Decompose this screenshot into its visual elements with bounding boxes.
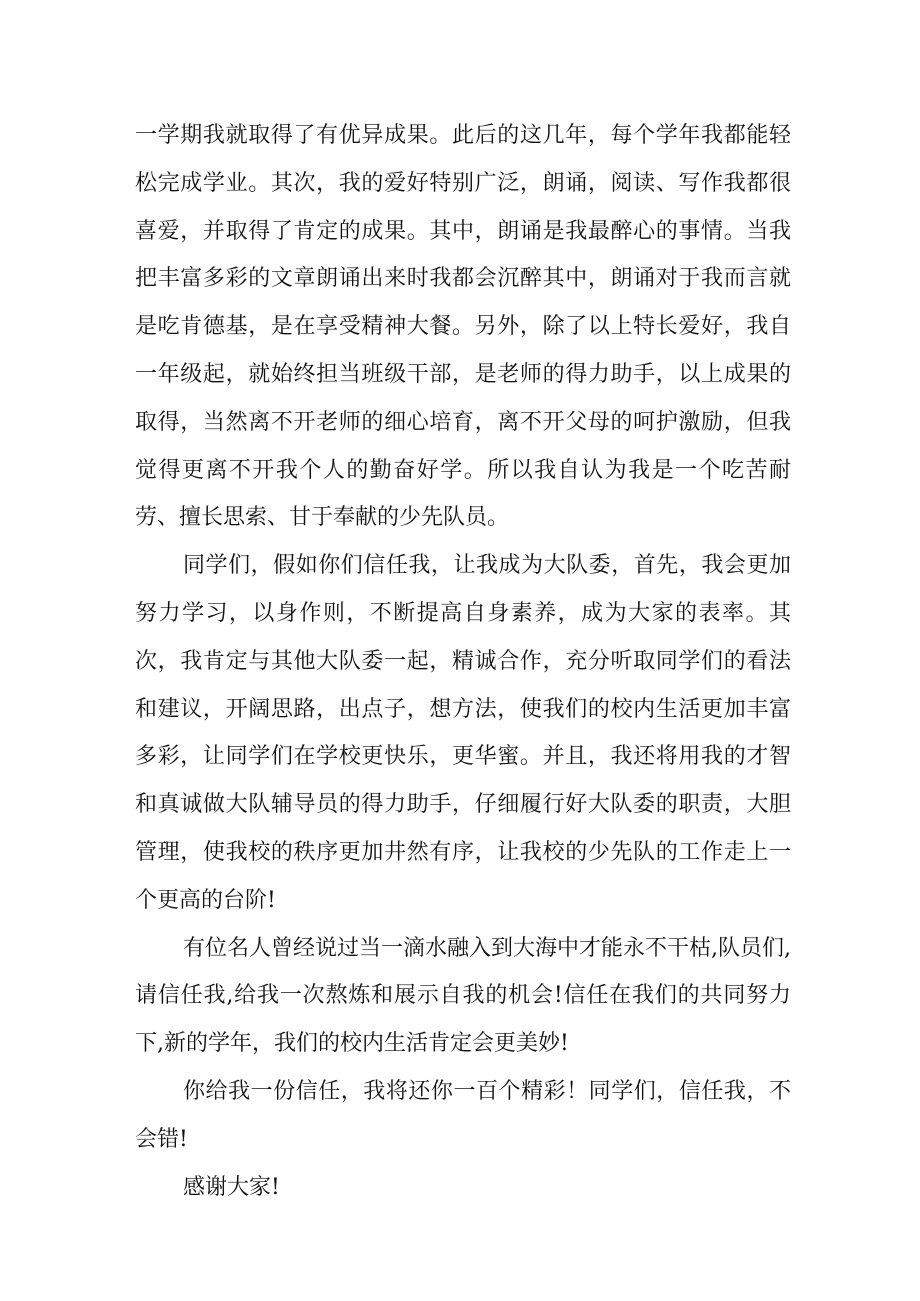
paragraph-5: 感谢大家! xyxy=(183,1174,280,1200)
paragraph-3: 有位名人曾经说过当一滴水融入到大海中才能永不干枯,队员们,请信任我,给我一次熬炼和展示自我的机会!信任在我们的共同努力下,新的学年，我们的校内生活肯定会更美妙! xyxy=(135,935,791,1057)
paragraph-1: 一学期我就取得了有优异成果。此后的这几年，每个学年我都能轻松完成学业。其次，我的爱好特别广泛，朗诵，阅读、写作我都很喜爱，并取得了肯定的成果。其中，朗诵是我最醉心的事情。当我把丰富多彩的文章朗诵出来时我都会沉醉其中，朗诵对于我而言就是吃肯德基，是在享受精神大餐。另外，除了以上特长爱好，我自一年级起，就始终担当班级干部，是老师的得力助手，以上成果的取得，当然离不开老师的细心培育，离不开父母的呵护激励，但我觉得更离不开我个人的勤奋好学。所以我自认为我是一个吃苦耐劳、擅长思索、甘于奉献的少先队员。 xyxy=(135,123,791,531)
document-body xyxy=(135,112,791,1211)
paragraph-2: 同学们，假如你们信任我，让我成为大队委，首先，我会更加努力学习，以身作则，不断提高自身素养，成为大家的表率。其次，我肯定与其他大队委一起，精诚合作，充分听取同学们的看法和建议，开阔思路，出点子，想方法，使我们的校内生活更加丰富多彩，让同学们在学校更快乐，更华蜜。并且，我还将用我的才智和真诚做大队辅导员的得力助手，仔细履行好大队委的职责，大胆管理，使我校的秩序更加井然有序，让我校的少先队的工作走上一个更高的台阶! xyxy=(135,553,791,913)
paragraph-4: 你给我一份信任，我将还你一百个精彩！同学们，信任我，不会错! xyxy=(135,1078,791,1152)
